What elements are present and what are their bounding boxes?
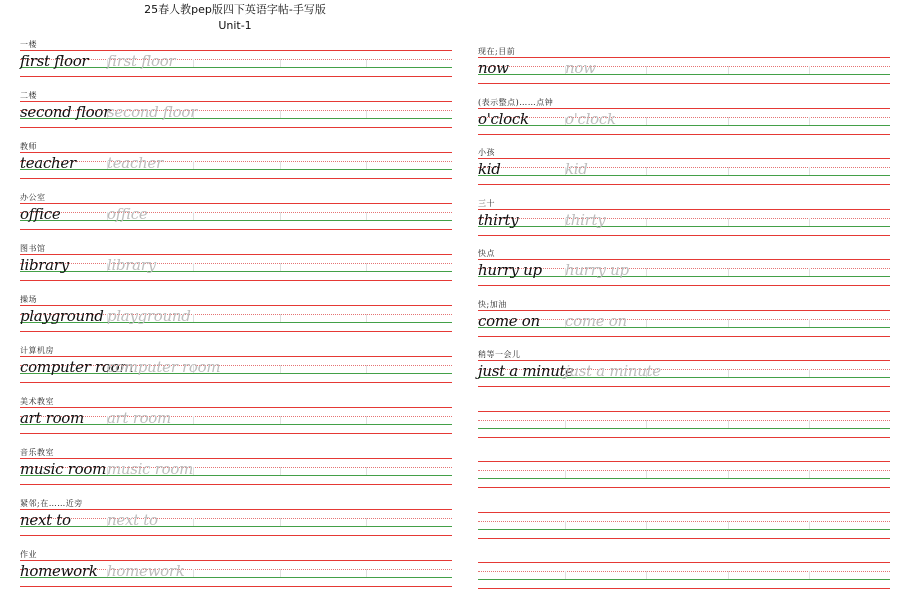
chinese-meaning: 三十 [478,198,495,208]
chinese-meaning: 紧邻;在……近旁 [20,499,83,508]
box-separator [193,59,194,67]
guide-line [20,203,452,204]
guide-line [478,184,890,185]
tracing-word: second floor [107,103,198,121]
guide-line [478,134,890,135]
guide-line [20,526,452,527]
english-word: homework [20,562,98,580]
box-separator [646,167,647,175]
guide-line [20,407,452,408]
tracing-word: homework [107,562,185,580]
guide-line [20,424,452,425]
guide-line [478,487,890,488]
guide-line [478,538,890,539]
box-separator [809,319,810,327]
guide-line [478,579,890,580]
practice-row [478,299,890,350]
english-word: teacher [20,154,76,172]
box-separator [366,59,367,67]
box-separator [280,416,281,424]
guide-line [478,588,890,589]
tracing-word: kid [565,160,588,178]
box-separator [280,212,281,220]
guide-line [20,586,452,587]
box-separator [728,218,729,226]
box-separator [728,66,729,74]
practice-row [20,498,452,549]
box-separator [193,518,194,526]
guide-line [478,411,890,412]
chinese-meaning: 稍等一会儿 [478,350,521,359]
practice-row [20,141,452,192]
guide-line [478,125,890,126]
english-word: come on [478,311,540,330]
chinese-meaning: 教师 [20,142,37,151]
english-word: next to [20,511,71,529]
practice-row [478,551,890,602]
practice-row [478,450,890,501]
tracing-word: office [107,205,148,223]
guide-line [478,167,890,168]
practice-row [478,198,890,249]
guide-line [20,169,452,170]
guide-line [20,127,452,128]
tracing-word: o'clock [565,109,616,128]
box-separator [280,467,281,475]
guide-line [20,76,452,77]
box-separator [193,314,194,322]
english-word: music room [20,460,107,478]
guide-line [20,220,452,221]
guide-line [20,280,452,281]
guide-line [20,331,452,332]
guide-line [478,226,890,227]
tracing-word: now [565,59,596,77]
chinese-meaning: 一楼 [20,40,37,49]
practice-row [478,147,890,198]
box-separator [646,319,647,327]
practice-row [20,549,452,600]
english-word: second floor [20,103,111,121]
chinese-meaning: 快;加油 [478,299,507,309]
chinese-meaning: 快点 [478,249,495,258]
box-separator [565,420,566,428]
chinese-meaning: 二楼 [20,91,37,100]
english-word: art room [20,409,84,427]
box-separator [565,470,566,478]
tracing-word: just a minute [565,362,661,380]
box-separator [193,161,194,169]
tracing-word: computer room [107,358,221,376]
guide-line [20,229,452,230]
box-separator [366,365,367,373]
guide-line [478,218,890,219]
english-word: thirty [478,210,519,229]
box-separator [728,571,729,579]
box-separator [366,212,367,220]
guide-line [478,562,890,563]
tracing-word: teacher [107,154,163,172]
guide-line [20,271,452,272]
box-separator [728,167,729,175]
chinese-meaning: 美术教室 [20,397,54,406]
guide-line [20,254,452,255]
box-separator [565,521,566,529]
box-separator [728,470,729,478]
chinese-meaning: 作业 [20,550,37,559]
box-separator [366,467,367,475]
box-separator [646,117,647,125]
english-word: just a minute [478,362,574,380]
box-separator [728,521,729,529]
box-separator [646,218,647,226]
box-separator [366,518,367,526]
box-separator [193,416,194,424]
chinese-meaning: 图书馆 [20,244,46,253]
box-separator [728,420,729,428]
practice-row [20,345,452,396]
guide-line [478,512,890,513]
box-separator [280,110,281,118]
guide-line [478,285,890,286]
guide-line [478,521,890,522]
english-word: library [20,256,69,274]
box-separator [366,416,367,424]
box-separator [280,59,281,67]
guide-line [478,461,890,462]
guide-line [20,518,452,519]
tracing-word: hurry up [565,261,629,279]
practice-row [478,501,890,552]
box-separator [646,66,647,74]
box-separator [809,117,810,125]
tracing-word: first floor [107,52,176,70]
box-separator [809,218,810,226]
guide-line [20,382,452,383]
box-separator [809,521,810,529]
box-separator [809,571,810,579]
practice-row [478,400,890,451]
box-separator [809,268,810,276]
practice-row [20,192,452,243]
tracing-word: thirty [565,210,606,229]
guide-line [20,433,452,434]
box-separator [280,518,281,526]
practice-row [20,90,452,141]
box-separator [280,569,281,577]
box-separator [646,470,647,478]
practice-row [478,248,890,299]
guide-line [478,470,890,471]
guide-line [20,152,452,153]
practice-row [20,243,452,294]
box-separator [280,161,281,169]
box-separator [728,369,729,377]
box-separator [193,263,194,271]
chinese-meaning: 办公室 [20,193,46,202]
guide-line [478,108,890,109]
chinese-meaning: 计算机房 [20,346,54,355]
chinese-meaning: 操场 [20,295,37,304]
tracing-word: music room [107,460,194,478]
box-separator [809,470,810,478]
guide-line [478,175,890,176]
tracing-word: playground [107,307,191,325]
box-separator [280,365,281,373]
box-separator [366,314,367,322]
english-word: office [20,205,61,223]
guide-line [478,235,890,236]
tracing-word: library [107,256,156,274]
box-separator [193,467,194,475]
box-separator [646,571,647,579]
chinese-meaning: (表示整点)……点钟 [478,97,554,107]
guide-line [20,535,452,536]
box-separator [646,521,647,529]
tracing-word: next to [107,511,158,529]
guide-line [478,571,890,572]
guide-line [478,420,890,421]
chinese-meaning: 现在;目前 [478,47,516,56]
box-separator [646,420,647,428]
box-separator [646,268,647,276]
guide-line [20,212,452,213]
guide-line [478,66,890,67]
guide-line [478,209,890,210]
practice-row [20,396,452,447]
box-separator [728,319,729,327]
box-separator [728,117,729,125]
guide-line [478,83,890,84]
box-separator [280,263,281,271]
practice-row [478,349,890,400]
guide-line [478,74,890,75]
english-word: o'clock [478,109,529,128]
box-separator [565,571,566,579]
guide-line [478,428,890,429]
box-separator [366,569,367,577]
guide-line [20,416,452,417]
box-separator [280,314,281,322]
english-word: playground [20,307,104,325]
box-separator [193,569,194,577]
guide-line [478,386,890,387]
guide-line [20,161,452,162]
guide-line [20,178,452,179]
page-title: 25春人教pep版四下英语字帖-手写版 [144,3,326,16]
chinese-meaning: 音乐教室 [20,448,54,457]
box-separator [366,161,367,169]
english-word: computer room [20,358,134,376]
tracing-word: art room [107,409,171,427]
guide-line [478,437,890,438]
box-separator [366,110,367,118]
english-word: kid [478,160,501,178]
english-word: first floor [20,52,89,70]
guide-line [478,478,890,479]
practice-row [20,39,452,90]
english-word: now [478,59,509,77]
english-word: hurry up [478,261,542,279]
box-separator [366,263,367,271]
box-separator [809,66,810,74]
unit-label: Unit-1 [218,19,252,32]
practice-row [478,46,890,97]
guide-line [478,336,890,337]
guide-line [20,263,452,264]
guide-line [478,158,890,159]
guide-line [478,117,890,118]
box-separator [728,268,729,276]
guide-line [478,57,890,58]
practice-row [478,97,890,148]
guide-line [20,484,452,485]
tracing-word: come on [565,311,627,330]
chinese-meaning: 小孩 [478,148,495,157]
box-separator [809,369,810,377]
box-separator [193,212,194,220]
guide-line [20,509,452,510]
box-separator [809,167,810,175]
practice-row [20,294,452,345]
box-separator [809,420,810,428]
practice-row [20,447,452,498]
guide-line [478,529,890,530]
